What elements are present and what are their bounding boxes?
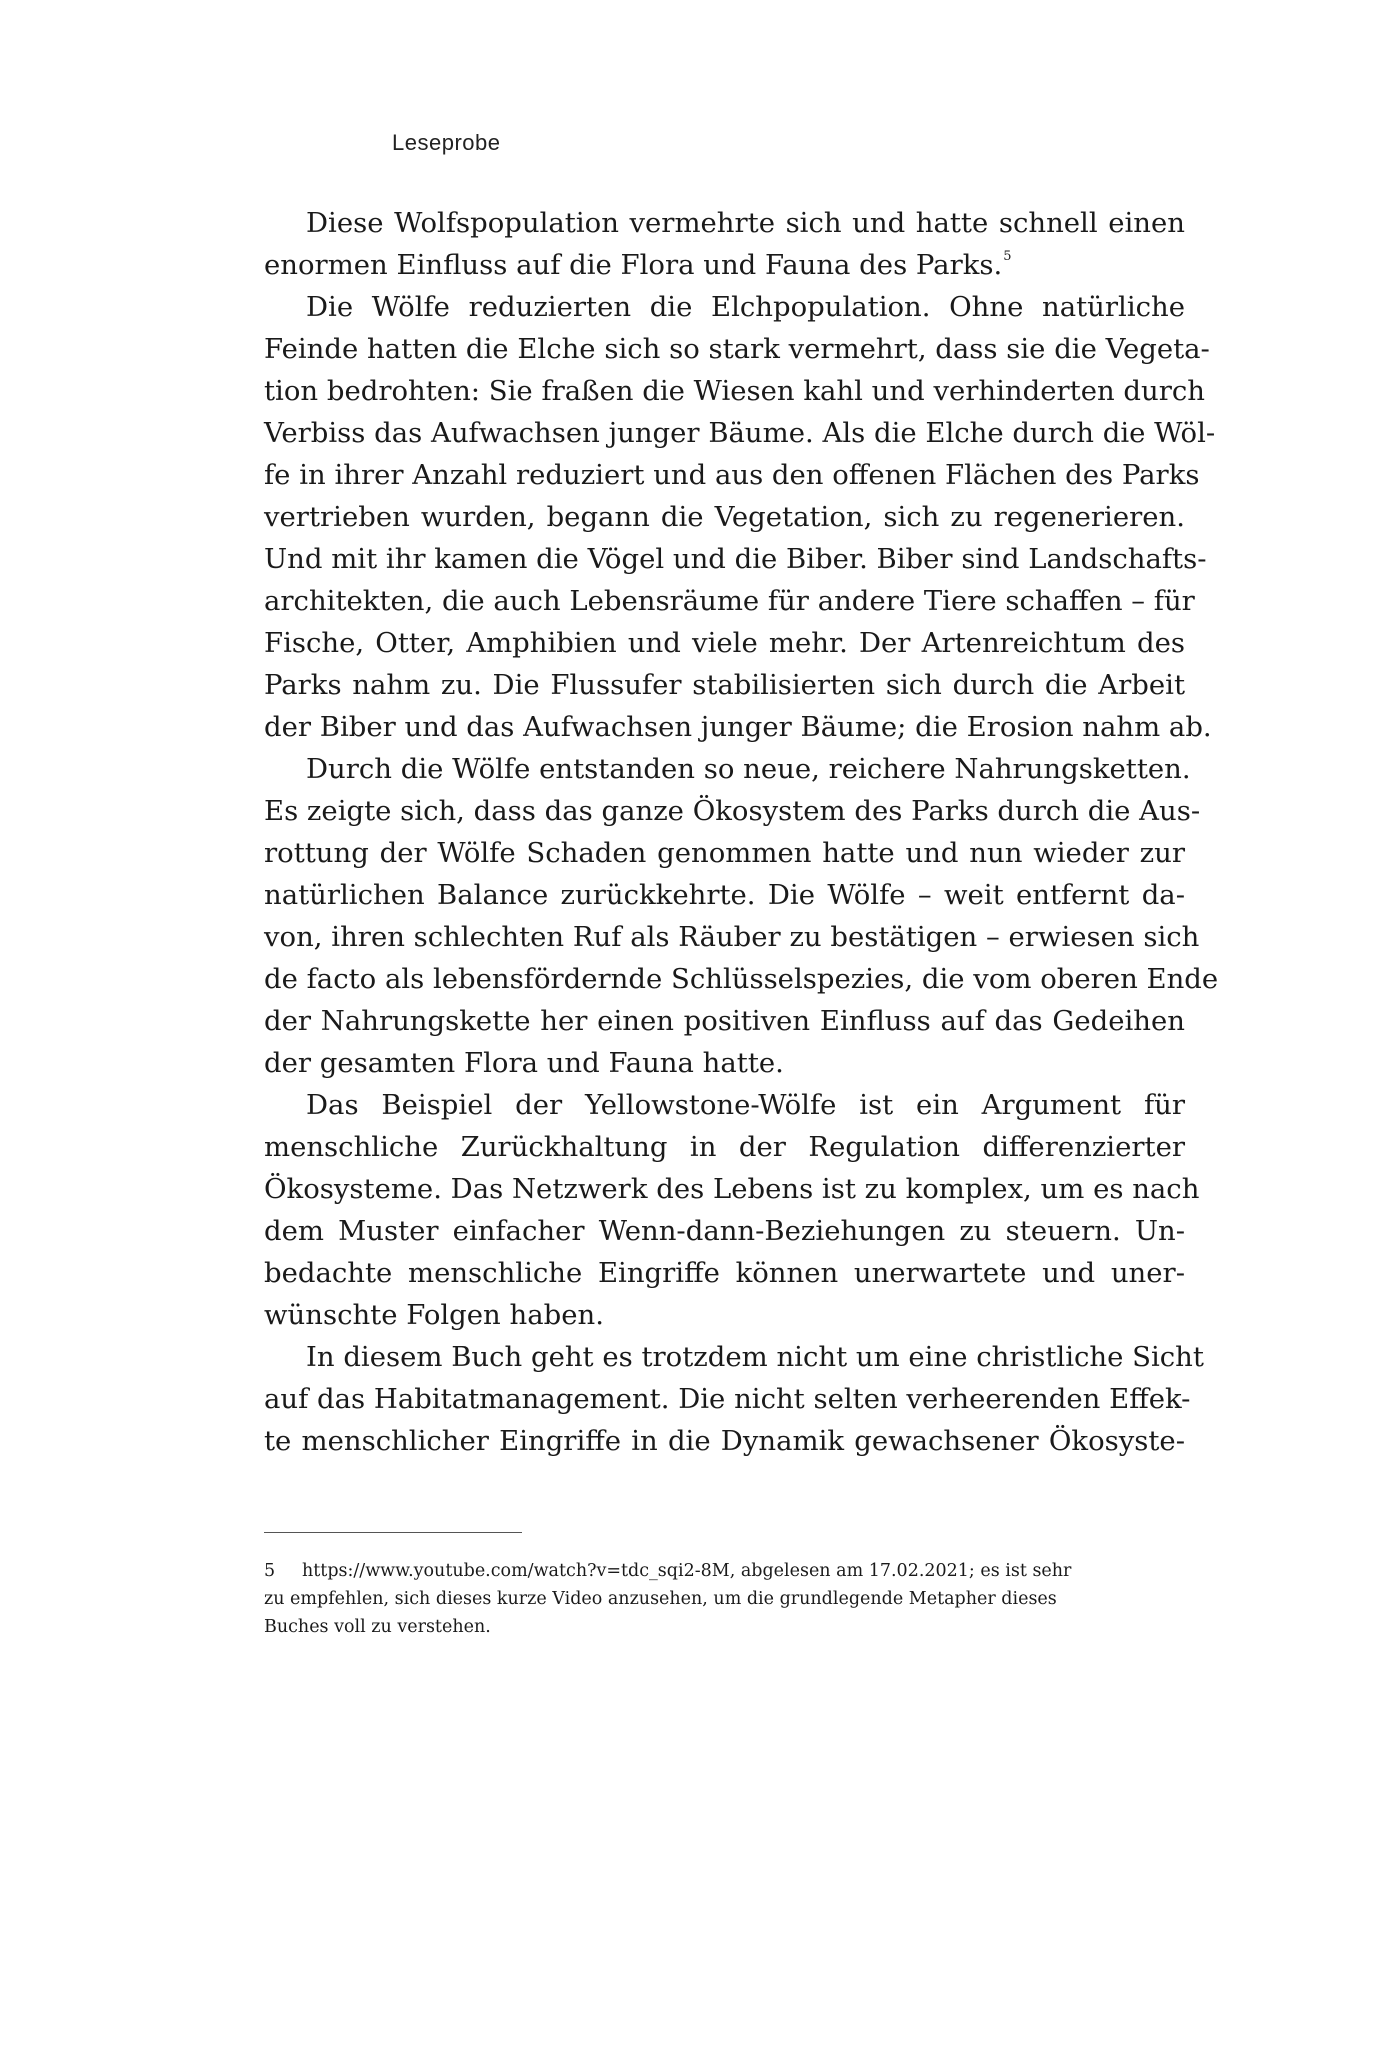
text-line: Und mit ihr kamen die Vögel und die Biber. Biber sind Landschafts- xyxy=(264,543,1207,575)
text-line: rottung der Wölfe Schaden genommen hatte und nun wieder zur xyxy=(264,837,1185,869)
text-line: der Nahrungskette her einen positiven Einfluss auf das Gedeihen xyxy=(264,1005,1185,1037)
text-line: menschliche Zurückhaltung in der Regulation differenzierter xyxy=(264,1131,1185,1163)
text-line: Das Beispiel der Yellowstone-Wölfe ist ein Argument für xyxy=(306,1089,1185,1121)
text-line: In diesem Buch geht es trotzdem nicht um eine christliche Sicht xyxy=(306,1341,1204,1373)
text-line: Ökosysteme. Das Netzwerk des Lebens ist zu komplex, um es nach xyxy=(264,1173,1200,1205)
text-line: architekten, die auch Lebensräume für andere Tiere schaffen – für xyxy=(264,585,1195,617)
text-line: Parks nahm zu. Die Flussufer stabilisierten sich durch die Arbeit xyxy=(264,669,1185,701)
body-text xyxy=(264,202,1219,1462)
running-header: Leseprobe xyxy=(392,130,501,155)
text-line: von, ihren schlechten Ruf als Räuber zu bestätigen – erwiesen sich xyxy=(264,921,1200,953)
text-line: Es zeigte sich, dass das ganze Ökosystem des Parks durch die Aus- xyxy=(264,795,1201,827)
text-line: te menschlicher Eingriffe in die Dynamik gewachsener Ökosyste- xyxy=(264,1425,1185,1457)
footnote-line: Buches voll zu verstehen. xyxy=(264,1617,491,1637)
text-line-content: enormen Einfluss auf die Flora und Fauna des Parks. xyxy=(264,249,1003,281)
text-line: Fische, Otter, Amphibien und viele mehr. Der Artenreichtum des xyxy=(264,627,1185,659)
text-line: Diese Wolfspopulation vermehrte sich und hatte schnell einen xyxy=(306,207,1185,239)
text-line: Durch die Wölfe entstanden so neue, reichere Nahrungsketten. xyxy=(306,753,1191,785)
text-line: fe in ihrer Anzahl reduziert und aus den offenen Flächen des Parks xyxy=(264,459,1200,491)
text-line: Verbiss das Aufwachsen junger Bäume. Als die Elche durch die Wöl- xyxy=(264,417,1216,449)
text-line: Feinde hatten die Elche sich so stark vermehrt, dass sie die Vegeta- xyxy=(264,333,1210,365)
text-line: natürlichen Balance zurückkehrte. Die Wölfe – weit entfernt da- xyxy=(264,879,1185,911)
footnote xyxy=(264,1557,1185,1641)
text-line: de facto als lebensfördernde Schlüsselspezies, die vom oberen Ende xyxy=(264,963,1219,995)
footnote-reference: 5 xyxy=(1003,249,1012,264)
text-line: vertrieben wurden, begann die Vegetation, sich zu regenerieren. xyxy=(264,501,1185,533)
footnote-line xyxy=(264,1557,1185,1585)
footnote-number: 5 xyxy=(264,1561,276,1581)
text-line xyxy=(264,244,1185,286)
text-line: dem Muster einfacher Wenn-dann-Beziehungen zu steuern. Un- xyxy=(264,1215,1185,1247)
text-line: der gesamten Flora und Fauna hatte. xyxy=(264,1047,784,1079)
text-line: tion bedrohten: Sie fraßen die Wiesen kahl und verhinderten durch xyxy=(264,375,1205,407)
text-line: der Biber und das Aufwachsen junger Bäume; die Erosion nahm ab. xyxy=(264,711,1212,743)
footnote-line: zu empfehlen, sich dieses kurze Video anzusehen, um die grundlegende Metapher dieses xyxy=(264,1589,1057,1609)
text-line: Die Wölfe reduzierten die Elchpopulation. Ohne natürliche xyxy=(306,291,1185,323)
text-line: auf das Habitatmanagement. Die nicht selten verheerenden Effek- xyxy=(264,1383,1191,1415)
footnote-divider xyxy=(264,1532,522,1533)
text-line: bedachte menschliche Eingriffe können unerwartete und uner- xyxy=(264,1257,1185,1289)
footnote-text: https://www.youtube.com/watch?v=tdc_sqi2-8M, abgelesen am 17.02.2021; es ist sehr xyxy=(302,1561,1072,1581)
text-line: wünschte Folgen haben. xyxy=(264,1299,604,1331)
